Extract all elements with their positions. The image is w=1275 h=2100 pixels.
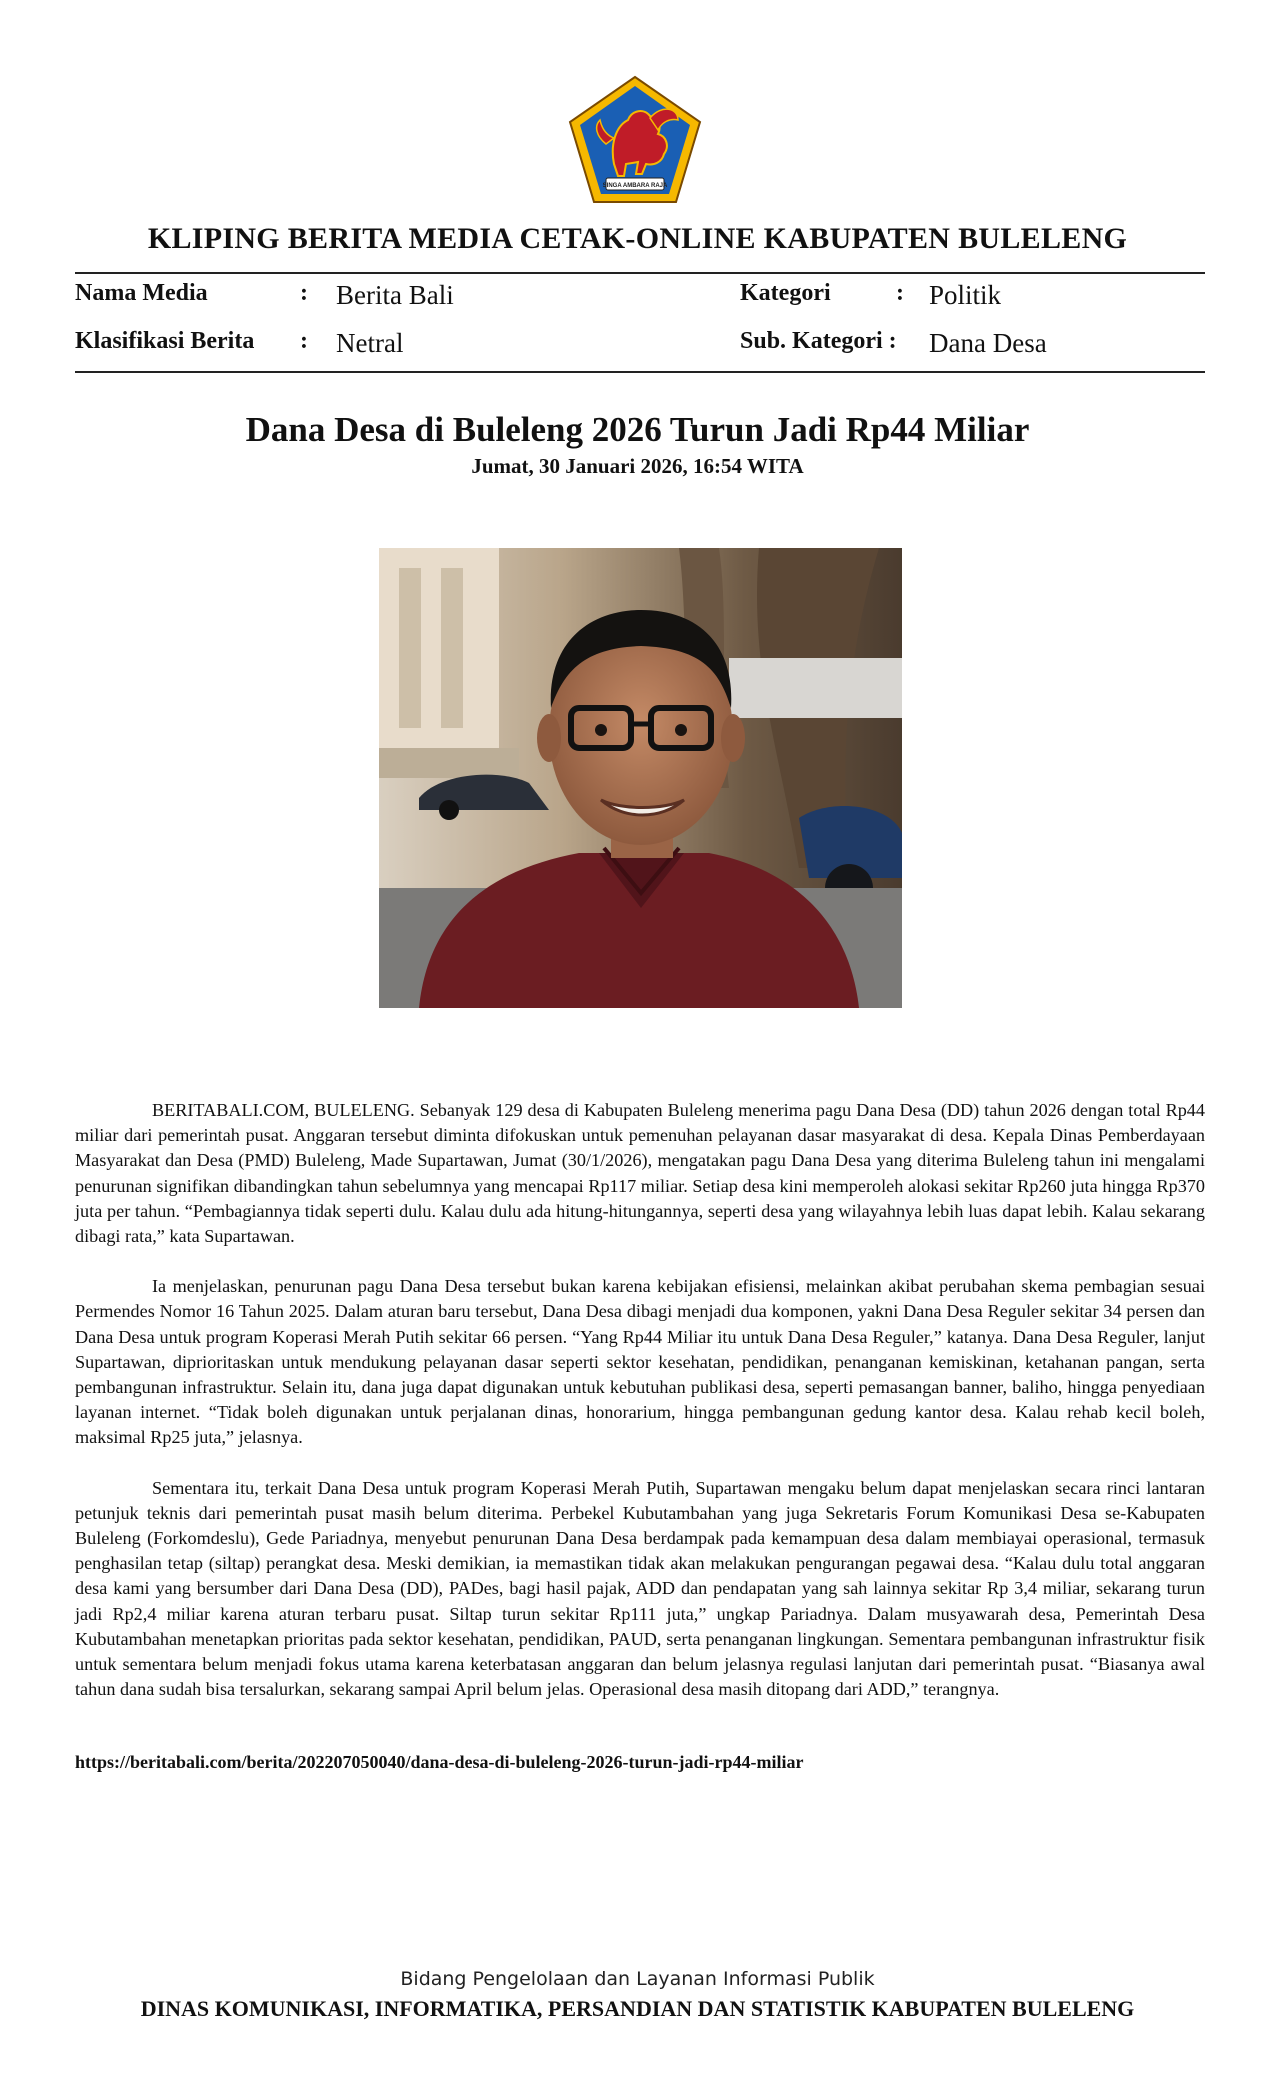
klasifikasi-colon: : bbox=[300, 328, 308, 354]
kategori-value: Politik bbox=[929, 280, 1002, 310]
article-photo bbox=[379, 548, 902, 1008]
klasifikasi-value: Netral bbox=[336, 328, 404, 358]
article-title: Dana Desa di Buleleng 2026 Turun Jadi Rp44 Miliar bbox=[245, 410, 1030, 449]
header-rule-bottom bbox=[75, 371, 1205, 373]
kategori-label: Kategori bbox=[740, 280, 831, 306]
subkategori-value: Dana Desa bbox=[929, 328, 1047, 358]
media-value: Berita Bali bbox=[336, 280, 454, 310]
regency-emblem-logo bbox=[566, 74, 704, 206]
footer-agency: DINAS KOMUNIKASI, INFORMATIKA, PERSANDIAN DAN STATISTIK KABUPATEN BULELENG bbox=[140, 1996, 1135, 2021]
article-paragraph: Sementara itu, terkait Dana Desa untuk program Koperasi Merah Putih, Supartawan mengaku belum dapat menjelaskan secara rinci lantaran petunjuk teknis dari pemerintah pusat masih belum diterima. Perbekel Kubutambahan yang juga Sekretaris Forum Komunikasi Desa se-Kabupaten Buleleng (Forkomdeslu), Gede Pariadnya, menyebut penurunan Dana Desa berdampak pada kemampuan desa dalam membiayai operasional, termasuk penghasilan tetap (siltap) perangkat desa. Meski demikian, ia memastikan tidak akan melakukan pengurangan pegawai desa. “Kalau dulu total anggaran desa kami yang bersumber dari Dana Desa (DD), PADes, bagi hasil pajak, ADD dan pendapatan yang sah lainnya sekitar Rp 3,4 miliar, sekarang turun jadi Rp2,4 miliar karena aturan terbaru pusat. Siltap turun sekitar Rp111 juta,” ungkap Pariadnya. Dalam musyawarah desa, Pemerintah Desa Kubutambahan menetapkan prioritas pada sektor kesehatan, pendidikan, PAUD, serta penanganan lingkungan. Sementara pembangunan infrastruktur fisik untuk sementara belum menjadi fokus utama karena keterbatasan anggaran dan belum jelasnya regulasi lanjutan dari pemerintah pusat. “Biasanya awal tahun dana sudah bisa tersalurkan, sekarang sampai April belum jelas. Operasional desa masih ditopang dari ADD,” terangnya. bbox=[75, 1477, 1205, 1700]
subkategori-label: Sub. Kategori : bbox=[740, 328, 897, 354]
media-label: Nama Media bbox=[75, 280, 208, 306]
header-rule-top bbox=[75, 272, 1205, 274]
article-dateline: Jumat, 30 Januari 2026, 16:54 WITA bbox=[471, 454, 804, 478]
article-body bbox=[75, 1098, 1205, 1727]
source-url-link[interactable]: https://beritabali.com/berita/202207050040/dana-desa-di-buleleng-2026-turun-jadi-rp44-miliar bbox=[75, 1752, 804, 1772]
singa-ambara-raja-emblem-icon bbox=[566, 74, 704, 206]
document-header-title: KLIPING BERITA MEDIA CETAK-ONLINE KABUPATEN BULELENG bbox=[147, 222, 1128, 255]
emblem-motto: SINGA AMBARA RAJA bbox=[602, 183, 668, 189]
kategori-colon: : bbox=[896, 280, 904, 306]
article-paragraph: Ia menjelaskan, penurunan pagu Dana Desa tersebut bukan karena kebijakan efisiensi, melainkan akibat perubahan skema pembagian sesuai Permendes Nomor 16 Tahun 2025. Dalam aturan baru tersebut, Dana Desa dibagi menjadi dua komponen, yakni Dana Desa Reguler sekitar 34 persen dan Dana Desa untuk program Koperasi Merah Putih sekitar 66 persen. “Yang Rp44 Miliar itu untuk Dana Desa Reguler,” katanya. Dana Desa Reguler, lanjut Supartawan, diprioritaskan untuk mendukung pelayanan dasar seperti sektor kesehatan, pendidikan, penanganan kemiskinan, ketahanan pangan, serta pembangunan infrastruktur. Selain itu, dana juga dapat digunakan untuk kebutuhan publikasi desa, seperti pemasangan banner, baliho, hingga penyediaan layanan internet. “Tidak boleh digunakan untuk perjalanan dinas, honorarium, hingga pembangunan gedung kantor desa. Kalau rehab kecil boleh, maksimal Rp25 juta,” jelasnya. bbox=[75, 1276, 1205, 1448]
klasifikasi-label: Klasifikasi Berita bbox=[75, 328, 255, 354]
portrait-photo-icon bbox=[379, 548, 902, 1008]
footer-unit: Bidang Pengelolaan dan Layanan Informasi Publik bbox=[400, 1968, 875, 1990]
article-paragraph: BERITABALI.COM, BULELENG. Sebanyak 129 desa di Kabupaten Buleleng menerima pagu Dana Desa (DD) tahun 2026 dengan total Rp44 miliar dari pemerintah pusat. Anggaran tersebut diminta difokuskan untuk pemenuhan pelayanan dasar masyarakat di desa. Kepala Dinas Pemberdayaan Masyarakat dan Desa (PMD) Buleleng, Made Supartawan, Jumat (30/1/2026), mengatakan pagu Dana Desa yang diterima Buleleng tahun ini mengalami penurunan signifikan dibandingkan tahun sebelumnya yang mencapai Rp117 miliar. Setiap desa kini memperoleh alokasi sekitar Rp260 juta hingga Rp370 juta per tahun. “Pembagiannya tidak seperti dulu. Kalau dulu ada hitung-hitungannya, seperti desa yang wilayahnya lebih luas dapat lebih. Kalau sekarang dibagi rata,” kata Supartawan. bbox=[75, 1100, 1205, 1247]
media-colon: : bbox=[300, 280, 308, 306]
